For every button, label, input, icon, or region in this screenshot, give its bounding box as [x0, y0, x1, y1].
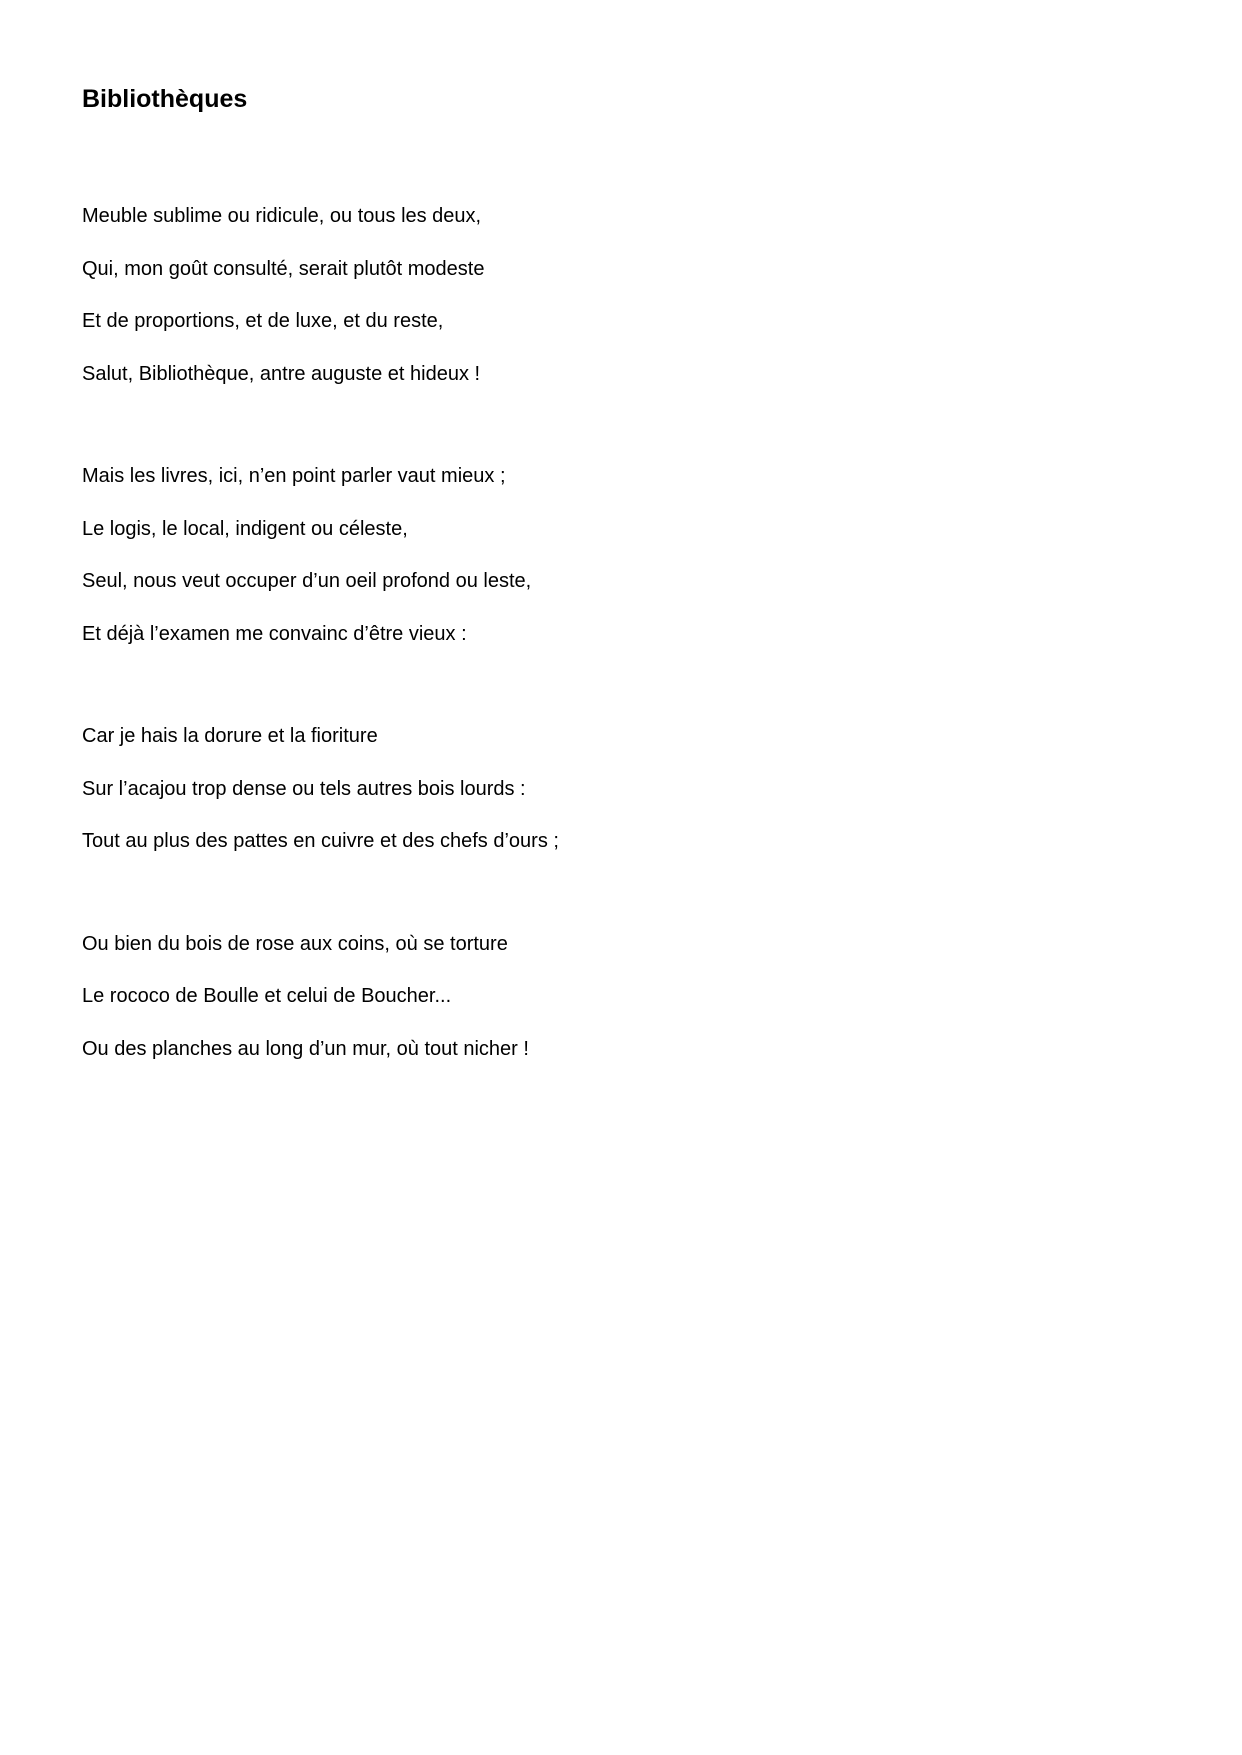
stanza-4: [82, 918, 1082, 1076]
poem-line: Car je hais la dorure et la fioriture: [82, 725, 378, 747]
poem-line: Qui, mon goût consulté, serait plutôt modeste: [82, 257, 485, 280]
stanza-2: [82, 450, 1082, 660]
poem-title: Bibliothèques: [82, 85, 248, 113]
poem-line: Le rococo de Boulle et celui de Boucher...: [82, 985, 452, 1007]
poem-line: Le logis, le local, indigent ou céleste,: [82, 517, 408, 540]
stanza-3: [82, 710, 1082, 868]
stanza-1: [82, 190, 1082, 400]
poem-line: Tout au plus des pattes en cuivre et des chefs d’ours ;: [82, 830, 559, 852]
poem-line: Meuble sublime ou ridicule, ou tous les deux,: [82, 205, 482, 227]
poem-line: Mais les livres, ici, n’en point parler vaut mieux ;: [82, 465, 506, 487]
poem-line: Salut, Bibliothèque, antre auguste et hideux !: [82, 362, 481, 385]
poem-line: Et de proportions, et de luxe, et du reste,: [82, 310, 444, 332]
poem-body: [82, 190, 1082, 1125]
poem-line: Sur l’acajou trop dense ou tels autres bois lourds :: [82, 777, 526, 800]
poem-line: Et déjà l’examen me convainc d’être vieux :: [82, 622, 467, 645]
poem-line: Ou bien du bois de rose aux coins, où se torture: [82, 932, 508, 955]
poem-line: Ou des planches au long d’un mur, où tout nicher !: [82, 1037, 529, 1060]
poem-line: Seul, nous veut occuper d’un oeil profond ou leste,: [82, 570, 532, 592]
